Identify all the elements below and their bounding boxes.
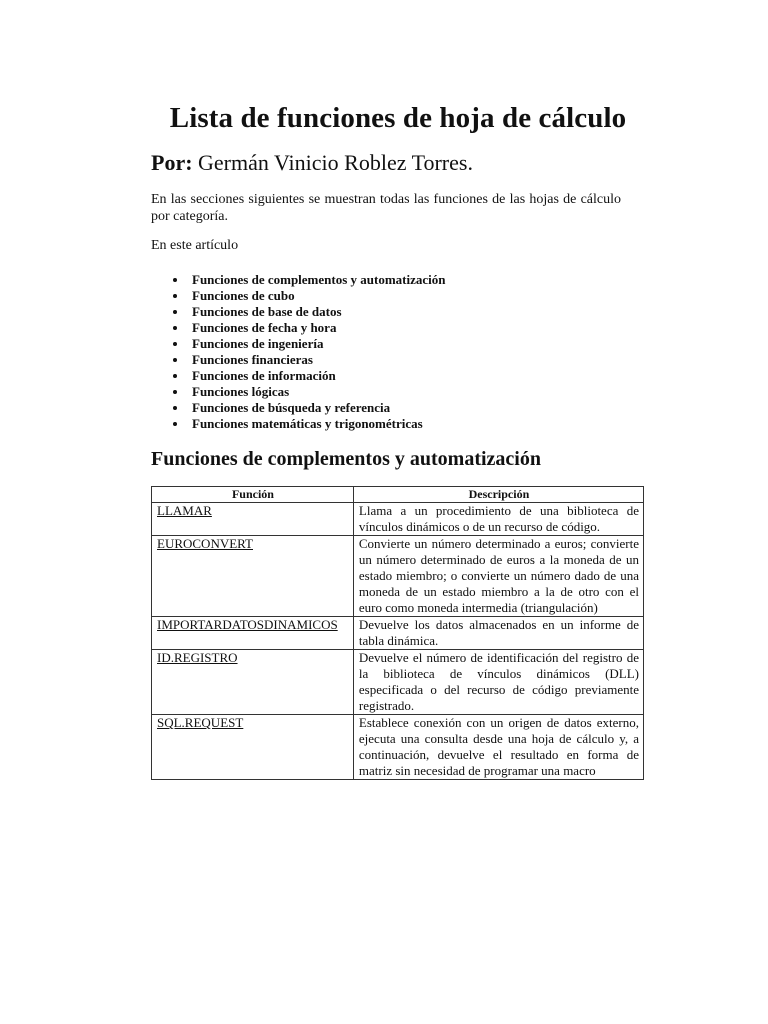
toc-item[interactable]: Funciones matemáticas y trigonométricas (172, 416, 445, 432)
function-link[interactable]: ID.REGISTRO (152, 650, 354, 715)
function-link[interactable]: SQL.REQUEST (152, 715, 354, 780)
table-header-row (152, 487, 644, 503)
toc-item[interactable]: Funciones de base de datos (172, 304, 445, 320)
toc-item[interactable]: Funciones de ingeniería (172, 336, 445, 352)
function-description: Llama a un procedimiento de una biblioteca de vínculos dinámicos o de un recurso de código. (353, 503, 643, 536)
function-description: Establece conexión con un origen de datos externo, ejecuta una consulta desde una hoja de cálculo y, a continuación, devuelve el resultado en forma de matriz sin necesidad de programar una macro (353, 715, 643, 780)
toc-item[interactable]: Funciones de información (172, 368, 445, 384)
function-description: Devuelve el número de identificación del registro de la biblioteca de vínculos dinámicos (DLL) especificada o del recurso de código previamente registrado. (353, 650, 643, 715)
byline-label: Por: (151, 150, 193, 175)
function-link[interactable]: LLAMAR (152, 503, 354, 536)
column-header-description: Descripción (353, 487, 643, 503)
table-of-contents (172, 272, 445, 432)
function-link[interactable]: EUROCONVERT (152, 536, 354, 617)
toc-item[interactable]: Funciones financieras (172, 352, 445, 368)
table-row (152, 503, 644, 536)
toc-item[interactable]: Funciones lógicas (172, 384, 445, 400)
author-name: Germán Vinicio Roblez Torres. (198, 150, 473, 175)
functions-table (151, 486, 644, 780)
author-byline (151, 150, 473, 176)
table-row (152, 536, 644, 617)
function-link[interactable]: IMPORTARDATOSDINAMICOS (152, 617, 354, 650)
toc-item[interactable]: Funciones de cubo (172, 288, 445, 304)
toc-item[interactable]: Funciones de fecha y hora (172, 320, 445, 336)
intro-paragraph: En las secciones siguientes se muestran todas las funciones de las hojas de cálculo por categoría. (151, 192, 621, 224)
table-row (152, 715, 644, 780)
toc-item[interactable]: Funciones de búsqueda y referencia (172, 400, 445, 416)
table-row (152, 617, 644, 650)
page-title: Lista de funciones de hoja de cálculo (169, 102, 627, 134)
toc-item[interactable]: Funciones de complementos y automatización (172, 272, 445, 288)
table-row (152, 650, 644, 715)
article-label: En este artículo (151, 238, 239, 253)
section-heading: Funciones de complementos y automatización (151, 448, 541, 470)
function-description: Convierte un número determinado a euros; convierte un número determinado de euros a la moneda de un estado miembro; o convierte un número dado de una moneda de un estado miembro a la de otro con el euro como moneda intermedia (triangulación) (353, 536, 643, 617)
column-header-function: Función (152, 487, 354, 503)
function-description: Devuelve los datos almacenados en un informe de tabla dinámica. (353, 617, 643, 650)
